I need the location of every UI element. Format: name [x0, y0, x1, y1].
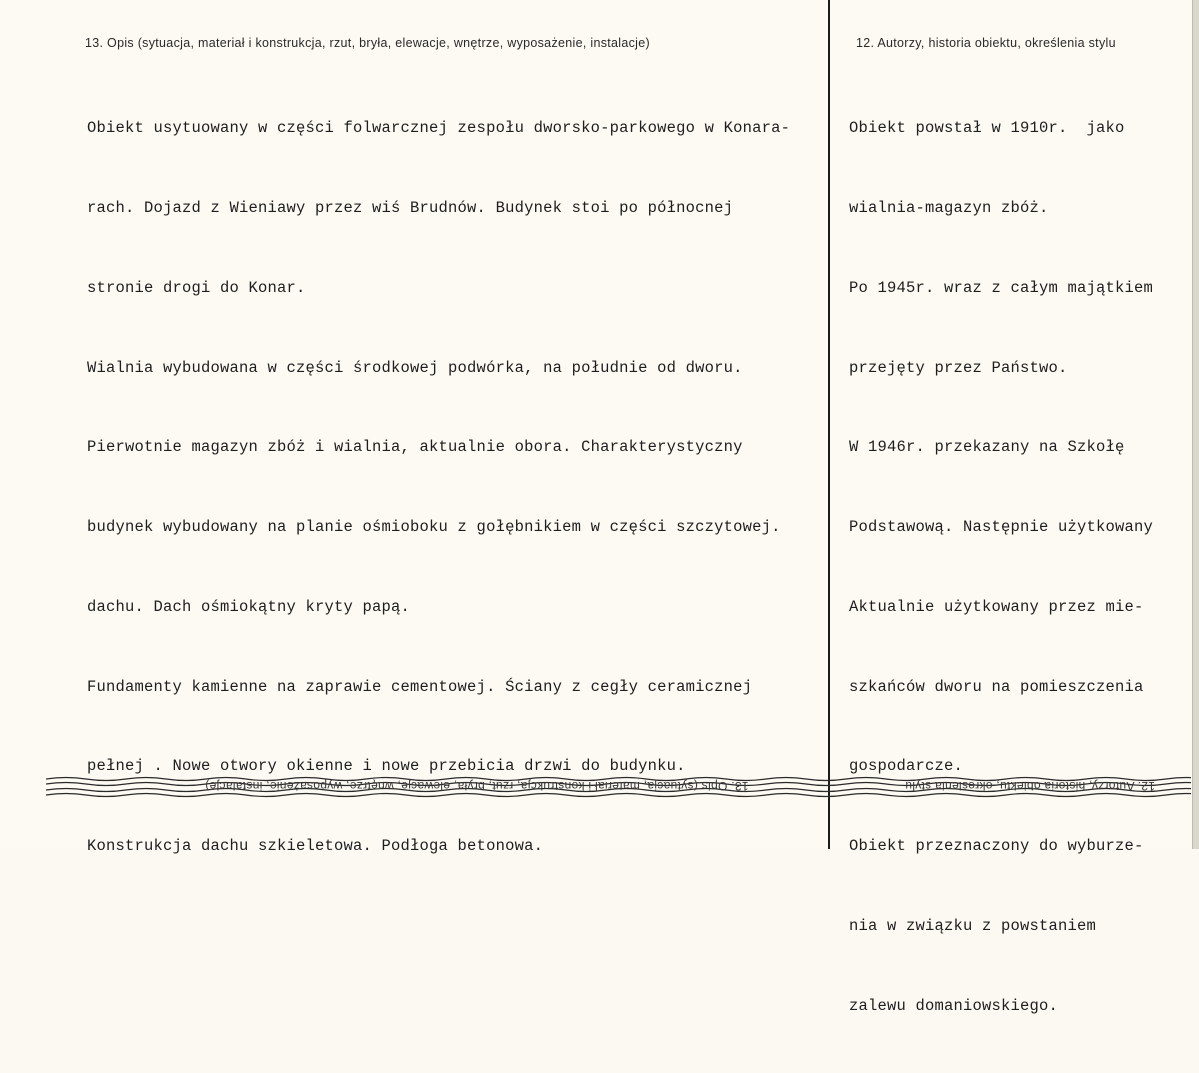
- section-13-header: 13. Opis (sytuacja, materiał i konstrukcja, rzut, bryła, elewacje, wnętrze, wyposażenie, instalacje): [85, 36, 650, 50]
- page-edge: [1192, 0, 1199, 849]
- section-12-line: Obiekt przeznaczony do wyburze-: [849, 837, 1144, 856]
- section-13-line: Wialnia wybudowana w części środkowej podwórka, na południe od dworu.: [87, 358, 743, 377]
- section-13-line: Pierwotnie magazyn zbóż i wialnia, aktualnie obora. Charakterystyczny: [87, 438, 743, 457]
- section-12-line: W 1946r. przekazany na Szkołę: [849, 438, 1125, 457]
- section-13-line: stronie drogi do Konar.: [87, 278, 306, 297]
- section-12-line: Aktualnie użytkowany przez mie-: [849, 597, 1144, 616]
- section-13-line: pełnej . Nowe otwory okienne i nowe przebicia drzwi do budynku.: [87, 757, 686, 776]
- section-12-line: nia w związku z powstaniem: [849, 917, 1097, 935]
- section-12-line: Po 1945r. wraz z całym majątkiem: [849, 278, 1154, 297]
- section-13-line: dachu. Dach ośmiokątny kryty papą.: [87, 597, 411, 616]
- mirrored-footer-13: 13. Opis (sytuacja, materiał i konstrukcja, rzut, bryła, elewacje, wnętrze, wyposażenie, instalacje): [205, 779, 749, 793]
- section-12-line: wialnia-magazyn zbóż.: [849, 198, 1049, 217]
- section-12-line: gospodarcze.: [849, 757, 964, 776]
- section-12-line: Obiekt powstał w 1910r. jako: [849, 119, 1125, 138]
- section-12-text: [849, 62, 1153, 1073]
- section-12-line: szkańców dworu na pomieszczenia: [849, 677, 1144, 696]
- section-12-line: Podstawową. Następnie użytkowany: [849, 518, 1154, 537]
- section-12-header: 12. Autorzy, historia obiektu, określenia stylu: [856, 36, 1116, 50]
- section-12-line: zalewu domaniowskiego.: [849, 996, 1059, 1015]
- mirrored-footer-12: 12. Autorzy, historia obiektu, określenia stylu: [905, 779, 1155, 793]
- section-12-line: przejęty przez Państwo.: [849, 358, 1068, 377]
- section-13-line: Fundamenty kamienne na zaprawie cementowej. Ściany z cegły ceramicznej: [87, 677, 753, 696]
- section-13-line: rach. Dojazd z Wieniawy przez wiś Brudnów. Budynek stoi po północnej: [87, 198, 734, 217]
- section-13-line: Obiekt usytuowany w części folwarcznej zespołu dworsko-parkowego w Konara-: [87, 119, 791, 138]
- section-13-line: budynek wybudowany na planie ośmioboku z gołębnikiem w części szczytowej.: [87, 518, 781, 537]
- column-divider: [828, 0, 830, 849]
- section-13-line: Konstrukcja dachu szkieletowa. Podłoga betonowa.: [87, 837, 544, 856]
